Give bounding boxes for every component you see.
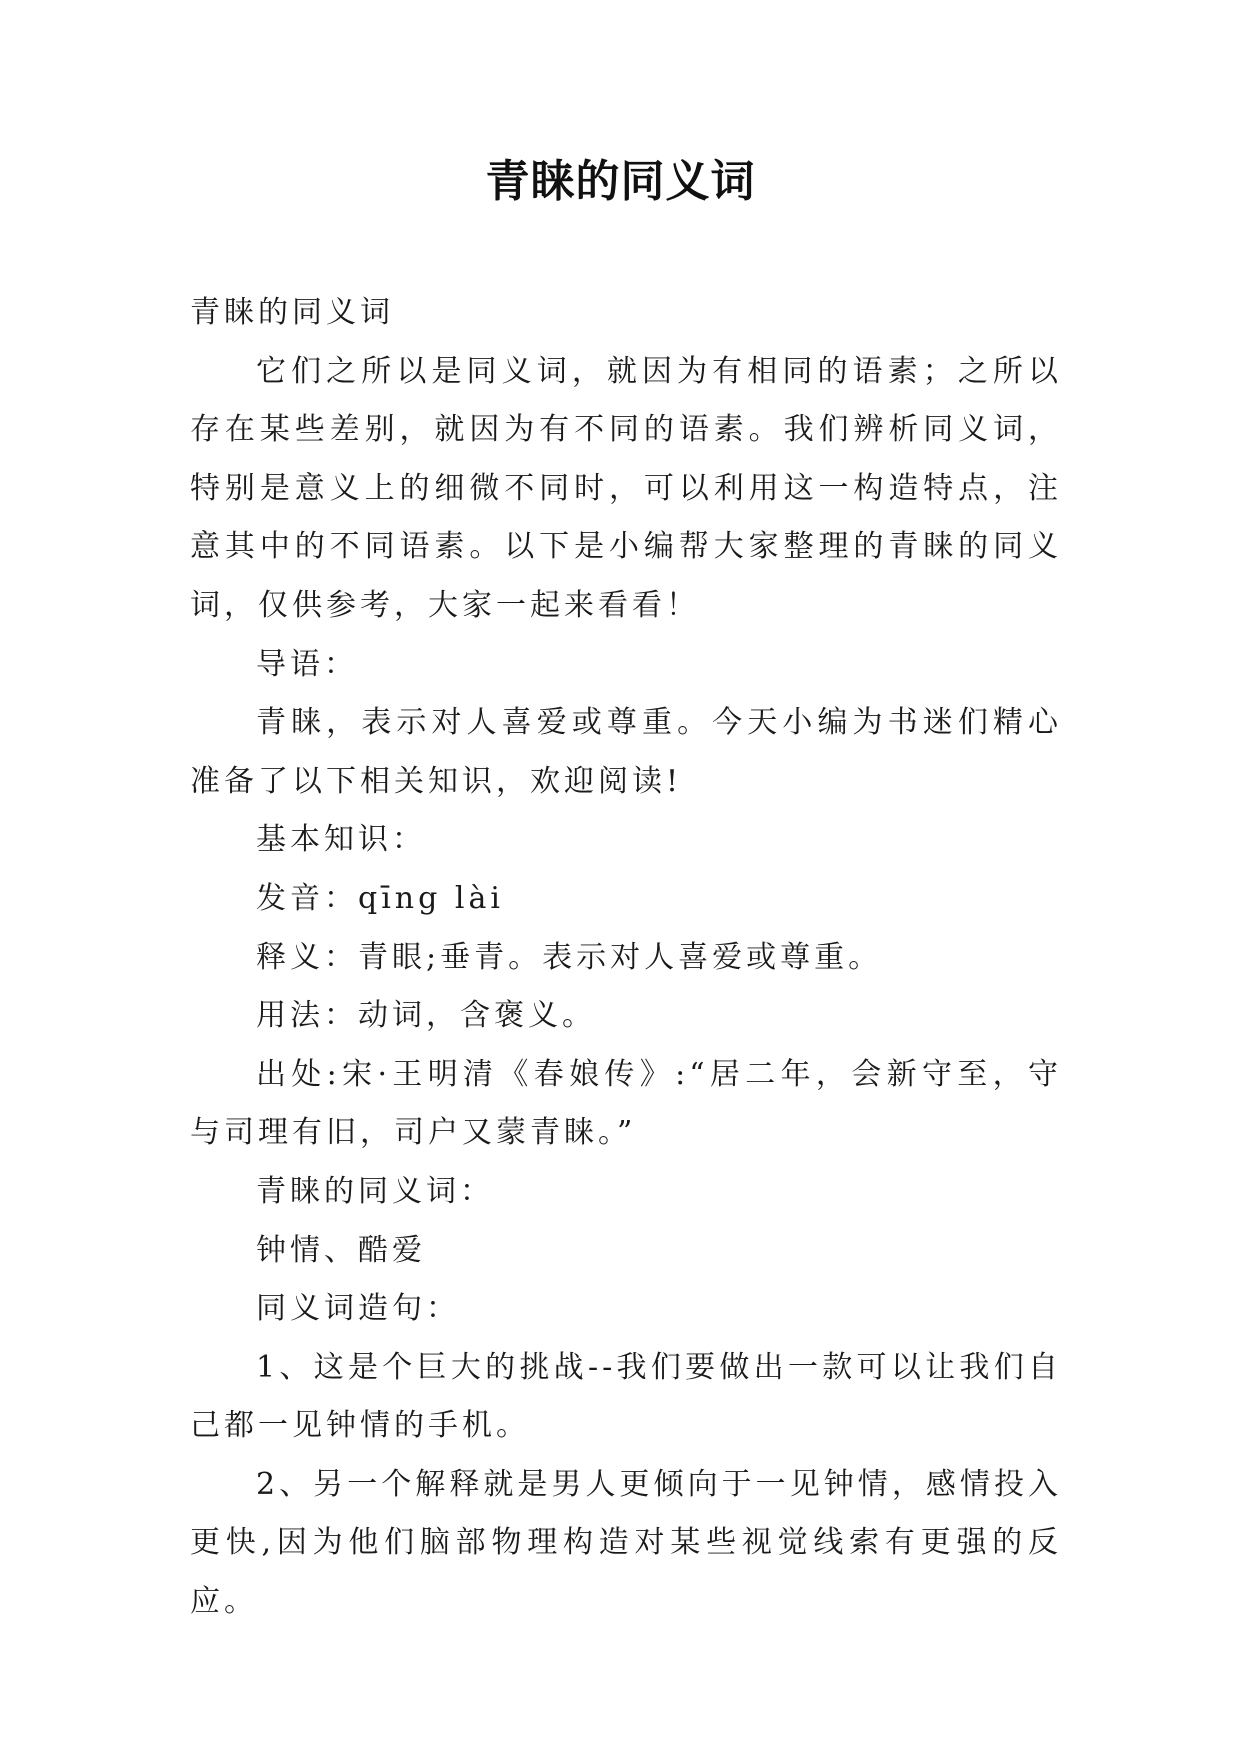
- paragraph-synonyms: 钟情、酷爱: [256, 1232, 426, 1268]
- paragraph-guide: 青睐，表示对人喜爱或尊重。今天小编为书迷们精心准备了以下相关知识，欢迎阅读!: [190, 705, 1062, 799]
- paragraph-source: 出处:宋·王明清《春娘传》:“居二年，会新守至，守与司理有旧，司户又蒙青睐。”: [190, 1056, 1062, 1151]
- document-title: 青睐的同义词: [485, 156, 756, 207]
- paragraph-example-1: 1、这是个巨大的挑战--我们要做出一款可以让我们自己都一见钟情的手机。: [190, 1349, 1062, 1444]
- document-body: [190, 284, 1062, 1632]
- paragraph-heading: 青睐的同义词: [190, 295, 394, 330]
- paragraph-intro: 它们之所以是同义词，就因为有相同的语素；之所以存在某些差别，就因为有不同的语素。我们辨析同义词，特别是意义上的细微不同时，可以利用这一构造特点，注意其中的不同语素。以下是小编帮大家整理的青睐的同义词，仅供参考，大家一起来看看！: [190, 353, 1062, 623]
- paragraph-basic-label: 基本知识：: [256, 822, 426, 858]
- paragraph-pronunciation: 发音：qīng lài: [256, 880, 504, 916]
- paragraph-guide-label: 导语：: [256, 646, 358, 682]
- paragraph-example-2: 2、另一个解释就是男人更倾向于一见钟情，感情投入更快,因为他们脑部物理构造对某些视觉线索有更强的反应。: [190, 1466, 1062, 1620]
- paragraph-synonyms-label: 青睐的同义词：: [256, 1173, 494, 1209]
- paragraph-usage: 用法：动词，含褒义。: [256, 998, 596, 1034]
- paragraph-definition: 释义：青眼;垂青。表示对人喜爱或尊重。: [256, 939, 883, 975]
- paragraph-examples-label: 同义词造句：: [256, 1291, 460, 1327]
